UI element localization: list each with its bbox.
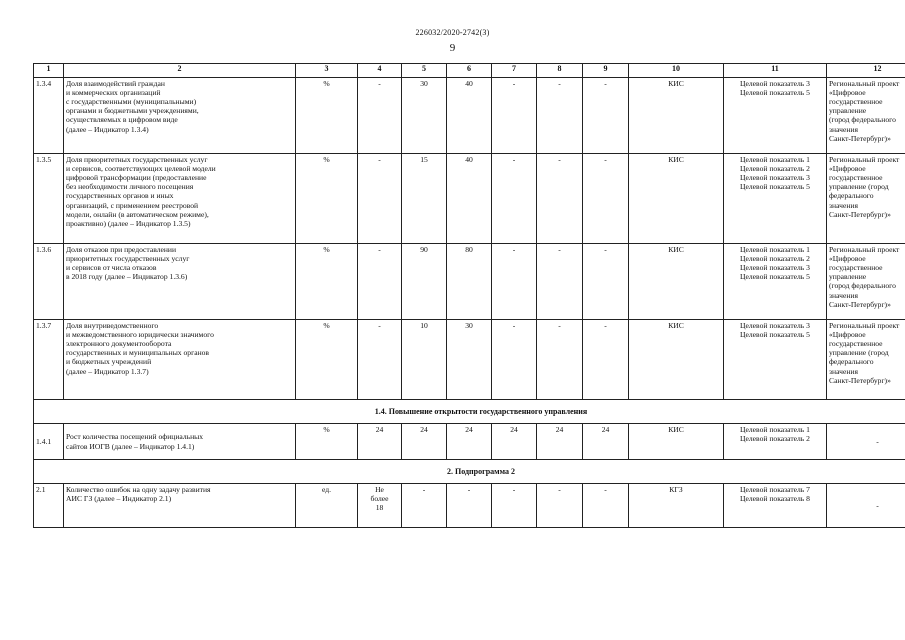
value-cell-9: -	[583, 78, 629, 154]
unit-cell: ед.	[296, 484, 358, 528]
value-cell-7: -	[492, 484, 537, 528]
value-cell-8: -	[537, 78, 583, 154]
column-header-11: 11	[724, 64, 827, 78]
value-cell-4: -	[358, 78, 402, 154]
indicator-description: Рост количества посещений официальных сайтов ИОГВ (далее – Индикатор 1.4.1)	[64, 424, 296, 460]
column-header-1: 1	[34, 64, 64, 78]
value-cell-6: 30	[447, 320, 492, 400]
value-cell-9: -	[583, 320, 629, 400]
value-cell-4: 24	[358, 424, 402, 460]
value-cell-6: 40	[447, 78, 492, 154]
value-cell-4: Не более 18	[358, 484, 402, 528]
unit-cell: %	[296, 78, 358, 154]
value-cell-8: -	[537, 154, 583, 244]
column-header-5: 5	[402, 64, 447, 78]
column-header-3: 3	[296, 64, 358, 78]
source-cell: КИС	[629, 320, 724, 400]
value-cell-8: -	[537, 244, 583, 320]
section-header-row	[34, 400, 905, 424]
value-cell-6: 80	[447, 244, 492, 320]
value-cell-9: -	[583, 154, 629, 244]
value-cell-9: -	[583, 244, 629, 320]
source-cell: КИС	[629, 154, 724, 244]
value-cell-4: -	[358, 154, 402, 244]
source-cell: КИС	[629, 424, 724, 460]
section-title-2: 2. Подпрограмма 2	[34, 460, 905, 484]
section-title-1-4: 1.4. Повышение открытости государственного управления	[34, 400, 905, 424]
column-header-7: 7	[492, 64, 537, 78]
value-cell-4: -	[358, 320, 402, 400]
value-cell-9: -	[583, 484, 629, 528]
row-number: 1.3.5	[34, 154, 64, 244]
value-cell-7: -	[492, 320, 537, 400]
column-header-4: 4	[358, 64, 402, 78]
page-number: 9	[449, 42, 456, 54]
value-cell-6: 40	[447, 154, 492, 244]
regional-project-cell: Региональный проект «Цифровое государственное управление (город федерального значения Санкт-Петербург)»	[827, 154, 905, 244]
table-row	[34, 154, 905, 244]
indicator-description: Количество ошибок на одну задачу развития АИС ГЗ (далее – Индикатор 2.1)	[64, 484, 296, 528]
indicator-description: Доля отказов при предоставлении приоритетных государственных услуг и сервисов от числа отказов в 2018 году (далее – Индикатор 1.3.6)	[64, 244, 296, 320]
table-row	[34, 244, 905, 320]
value-cell-7: -	[492, 154, 537, 244]
value-cell-6: -	[447, 484, 492, 528]
value-cell-5: 15	[402, 154, 447, 244]
value-cell-5: 24	[402, 424, 447, 460]
value-cell-4: -	[358, 244, 402, 320]
value-cell-8: 24	[537, 424, 583, 460]
source-cell: КИС	[629, 78, 724, 154]
unit-cell: %	[296, 424, 358, 460]
source-cell: КИС	[629, 244, 724, 320]
unit-cell: %	[296, 154, 358, 244]
value-cell-5: 90	[402, 244, 447, 320]
regional-project-cell: -	[827, 424, 905, 460]
row-number: 1.3.6	[34, 244, 64, 320]
value-cell-9: 24	[583, 424, 629, 460]
target-indicators-cell: Целевой показатель 7 Целевой показатель 8	[724, 484, 827, 528]
column-header-2: 2	[64, 64, 296, 78]
regional-project-cell: Региональный проект «Цифровое государственное управление (город федерального значения Санкт-Петербург)»	[827, 320, 905, 400]
value-cell-6: 24	[447, 424, 492, 460]
regional-project-cell: Региональный проект «Цифровое государственное управление (город федерального значения Санкт-Петербург)»	[827, 244, 905, 320]
target-indicators-cell: Целевой показатель 1 Целевой показатель 2 Целевой показатель 3 Целевой показатель 5	[724, 244, 827, 320]
indicator-description: Доля приоритетных государственных услуг и сервисов, соответствующих целевой модели цифровой трансформации (предоставление без необходимости личного посещения государственных органов и иных организаций, с применением реестровой модели, онлайн (в автоматическом режиме), проактивно) (далее – Индикатор 1.3.5)	[64, 154, 296, 244]
table-row	[34, 320, 905, 400]
target-indicators-cell: Целевой показатель 3 Целевой показатель 5	[724, 78, 827, 154]
column-header-8: 8	[537, 64, 583, 78]
target-indicators-cell: Целевой показатель 3 Целевой показатель 5	[724, 320, 827, 400]
column-header-6: 6	[447, 64, 492, 78]
value-cell-5: 10	[402, 320, 447, 400]
value-cell-5: 30	[402, 78, 447, 154]
regional-project-cell: Региональный проект «Цифровое государственное управление (город федерального значения Санкт-Петербург)»	[827, 78, 905, 154]
value-cell-8: -	[537, 320, 583, 400]
row-number: 1.4.1	[34, 424, 64, 460]
source-cell: КГЗ	[629, 484, 724, 528]
value-cell-7: -	[492, 244, 537, 320]
target-indicators-cell: Целевой показатель 1 Целевой показатель 2	[724, 424, 827, 460]
target-indicators-cell: Целевой показатель 1 Целевой показатель 2 Целевой показатель 3 Целевой показатель 5	[724, 154, 827, 244]
regional-project-cell: -	[827, 484, 905, 528]
table-row	[34, 424, 905, 460]
value-cell-8: -	[537, 484, 583, 528]
column-number-header-row	[34, 64, 905, 78]
indicator-description: Доля внутриведомственного и межведомственного юридически значимого электронного документооборота государственных и муниципальных органов и бюджетных учреждений (далее – Индикатор 1.3.7)	[64, 320, 296, 400]
column-header-10: 10	[629, 64, 724, 78]
section-header-row	[34, 460, 905, 484]
unit-cell: %	[296, 320, 358, 400]
column-header-12: 12	[827, 64, 905, 78]
table-row	[34, 78, 905, 154]
row-number: 1.3.7	[34, 320, 64, 400]
value-cell-5: -	[402, 484, 447, 528]
value-cell-7: -	[492, 78, 537, 154]
value-cell-7: 24	[492, 424, 537, 460]
unit-cell: %	[296, 244, 358, 320]
row-number: 1.3.4	[34, 78, 64, 154]
column-header-9: 9	[583, 64, 629, 78]
indicators-table	[33, 63, 905, 528]
row-number: 2.1	[34, 484, 64, 528]
table-row	[34, 484, 905, 528]
indicator-description: Доля взаимодействий граждан и коммерческих организаций с государственными (муниципальными) органами и бюджетными учреждениями, осуществляемых в цифровом виде (далее – Индикатор 1.3.4)	[64, 78, 296, 154]
document-registration-number: 226032/2020-2742(3)	[415, 28, 490, 37]
